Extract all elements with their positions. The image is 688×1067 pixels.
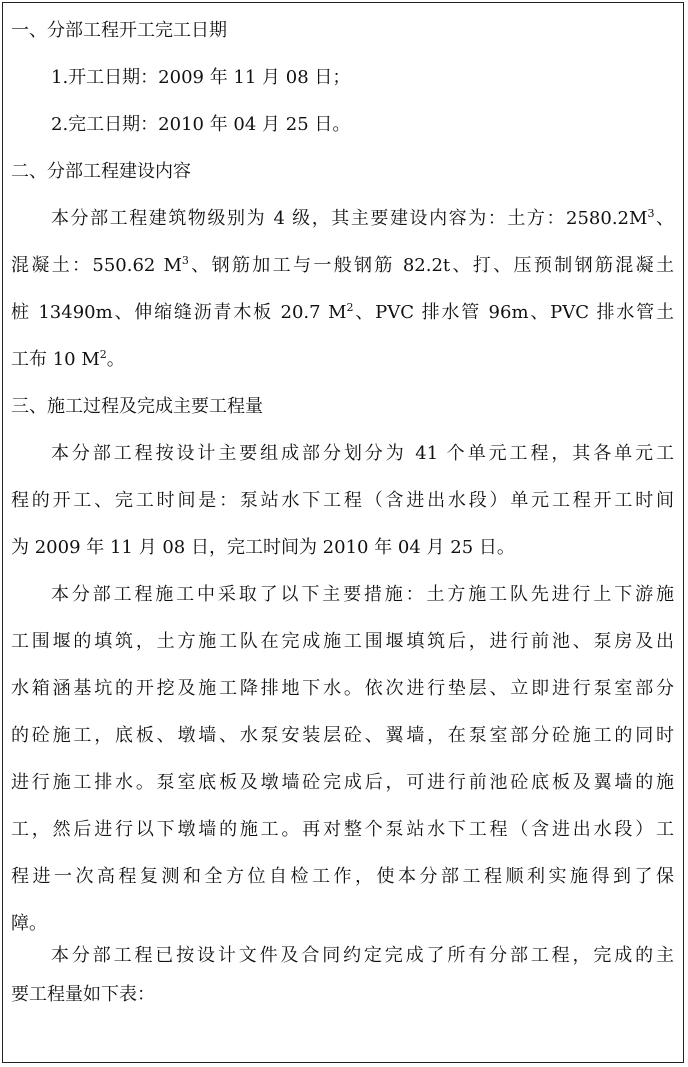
s2-paragraph-line: 混凝土：550.62 $M^3$、钢筋加工与一般钢筋 82.2t、打、压预制钢筋混凝土 xyxy=(11,254,674,276)
s3-p2-line: 水箱涵基坑的开挖及施工降排地下水。依次进行垫层、立即进行泵室部分 xyxy=(11,678,674,699)
s3-p1-line: 本分部工程按设计主要组成部分划分为 41 个单元工程，其各单元工 xyxy=(51,443,674,464)
section-1-heading: 一、分部工程开工完工日期 xyxy=(11,20,227,41)
s3-p2-line: 的砼施工，底板、墩墙、水泵安装层砼、翼墙，在泵室部分砼施工的同时 xyxy=(11,725,674,746)
s3-p3-line: 本分部工程已按设计文件及合同约定完成了所有分部工程，完成的主 xyxy=(51,945,674,966)
s2-paragraph-line: 工布 10 $M^2$。 xyxy=(11,348,125,370)
s3-p1-line: 程的开工、完工时间是：泵站水下工程（含进出水段）单元工程开工时间 xyxy=(11,490,674,511)
s3-p2-line: 工围堰的填筑，土方施工队在完成施工围堰填筑后，进行前池、泵房及出 xyxy=(11,631,674,652)
start-date-line: 1.开工日期：2009 年 11 月 08 日； xyxy=(51,67,351,88)
s3-p2-line: 程进一次高程复测和全方位自检工作，使本分部工程顺利实施得到了保 xyxy=(11,866,674,887)
s3-p3-line: 要工程量如下表： xyxy=(11,984,155,1005)
s2-paragraph-line: 本分部工程建筑物级别为 4 级，其主要建设内容为：土方：$2580.2M^3$、 xyxy=(51,207,674,229)
end-date-line: 2.完工日期：2010 年 04 月 25 日。 xyxy=(51,114,351,135)
section-3-heading: 三、施工过程及完成主要工程量 xyxy=(11,396,263,417)
s3-p2-line: 进行施工排水。泵室底板及墩墙砼完成后，可进行前池砼底板及翼墙的施 xyxy=(11,772,674,793)
s2-paragraph-line: 桩 13490m、伸缩缝沥青木板 20.7 $M^2$、PVC 排水管 96m、PVC 排水管土 xyxy=(11,301,674,323)
section-2-heading: 二、分部工程建设内容 xyxy=(11,161,191,182)
s3-p1-line: 为 2009 年 11 月 08 日，完工时间为 2010 年 04 月 25 日。 xyxy=(11,537,515,558)
s3-p2-line: 工，然后进行以下墩墙的施工。再对整个泵站水下工程（含进出水段）工 xyxy=(11,819,674,840)
s3-p2-line: 障。 xyxy=(11,913,47,934)
s3-p2-line: 本分部工程施工中采取了以下主要措施：土方施工队先进行上下游施 xyxy=(51,584,674,605)
